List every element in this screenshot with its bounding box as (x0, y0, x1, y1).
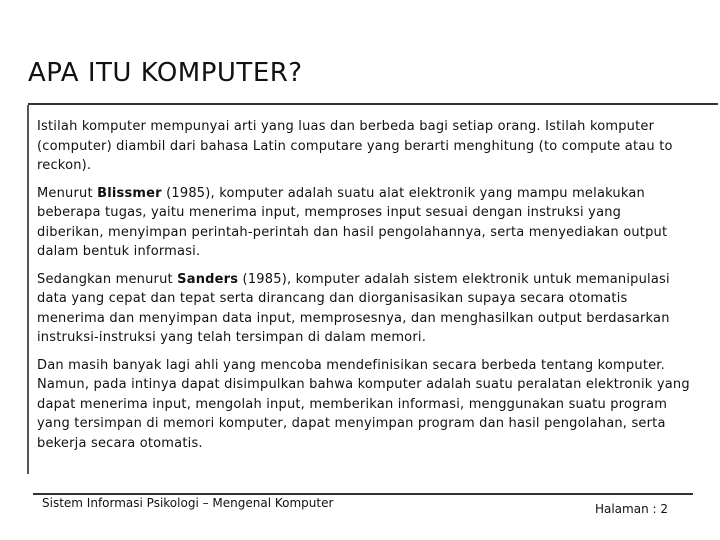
paragraph-sanders-lead: Sedangkan menurut (37, 271, 178, 287)
paragraph-conclusion-text: Dan masih banyak lagi ahli yang mencoba mendefinisikan secara berbeda tentang komputer. Namun, pada intinya dapat disimpulkan bahwa komputer adalah suatu peralatan elektronik yang dapat menerima input, mengolah input, memberikan informasi, menggunakan suatu program yang tersimpan di memori komputer, dapat menyimpan program dan hasil pengolahan, serta bekerja secara otomatis. (37, 357, 690, 451)
footer-course-title: Sistem Informasi Psikologi – Mengenal Komputer (42, 496, 334, 510)
slide-title: APA ITU KOMPUTER? (28, 58, 303, 88)
footer-page-number: Halaman : 2 (594, 502, 668, 516)
paragraph-conclusion (37, 356, 692, 454)
paragraph-definition (37, 117, 692, 176)
paragraph-sanders (37, 270, 692, 348)
footer-divider (33, 493, 693, 495)
author-sanders: Sanders (177, 271, 239, 287)
paragraph-blissmer (37, 184, 692, 262)
paragraph-blissmer-text: (1985), komputer adalah suatu alat elektronik yang mampu melakukan beberapa tugas, yaitu menerima input, memproses input sesuai dengan instruksi yang diberikan, menyimpan perintah-perintah dan hasil pengolahannya, serta menyediakan output dalam bentuk informasi. (37, 185, 668, 259)
paragraph-blissmer-lead: Menurut (37, 185, 98, 201)
slide-body (37, 117, 692, 461)
paragraph-definition-text: Istilah komputer mempunyai arti yang luas dan berbeda bagi setiap orang. Istilah komputer (computer) diambil dari bahasa Latin computare yang berarti menghitung (to compute atau to reckon). (37, 119, 673, 173)
paragraph-sanders-text: (1985), komputer adalah sistem elektronik untuk memanipulasi data yang cepat dan tepat serta dirancang dan diorganisasikan supaya secara otomatis menerima dan menyimpan data input, memprosesnya, dan menghasilkan output berdasarkan instruksi-instruksi yang telah tersimpan di dalam memori. (37, 271, 670, 345)
author-blissmer: Blissmer (97, 185, 162, 201)
